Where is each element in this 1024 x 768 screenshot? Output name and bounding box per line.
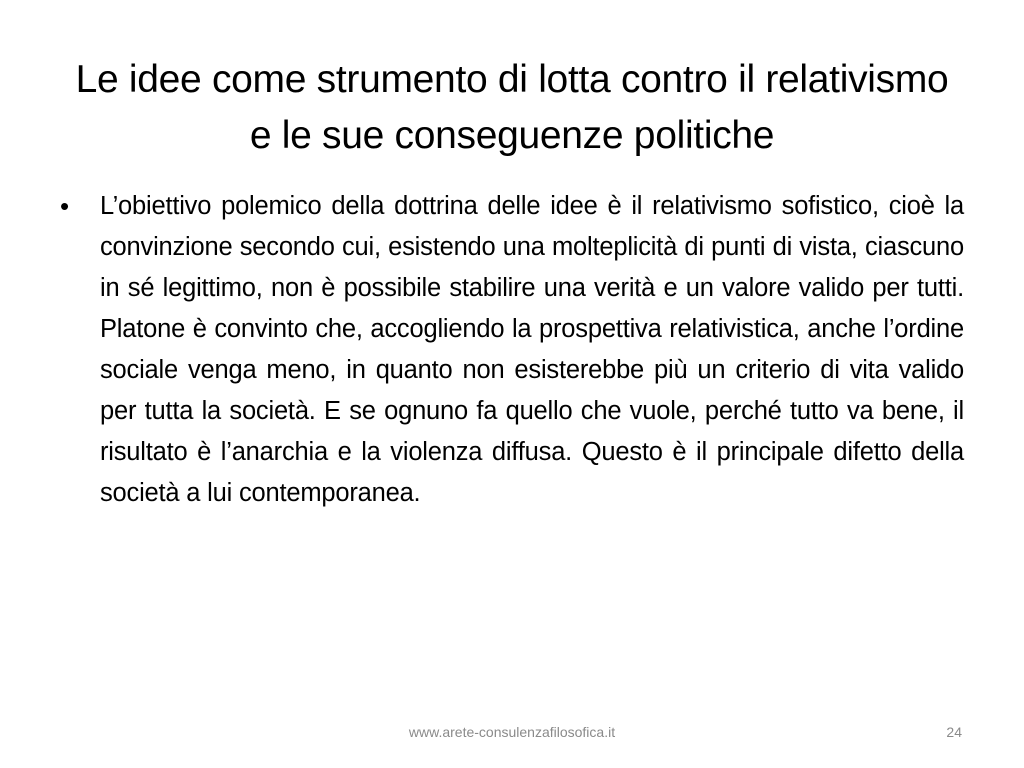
page-number: 24 [946,724,962,740]
bullet-text: L’obiettivo polemico della dottrina delle idee è il relativismo sofistico, cioè la convinzione secondo cui, esistendo una molteplicità di punti di vista, ciascuno in sé legittimo, non è possibile stabilire una verità e un valore valido per tutti. Platone è convinto che, accogliendo la prospettiva relativistica, anche l’ordine sociale venga meno, in quanto non esisterebbe più un criterio di vita valido per tutta la società. E se ognuno fa quello che vuole, perché tutto va bene, il risultato è l’anarchia e la violenza diffusa. Questo è il principale difetto della società a lui contemporanea. [100,192,964,507]
bullet-marker: • [60,191,70,221]
footer-url: www.arete-consulenzafilosofica.it [408,724,616,740]
bullet-item [56,186,964,514]
slide-title: Le idee come strumento di lotta contro il relativismo e le sue conseguenze politiche [75,58,949,157]
slide-content [56,186,964,514]
